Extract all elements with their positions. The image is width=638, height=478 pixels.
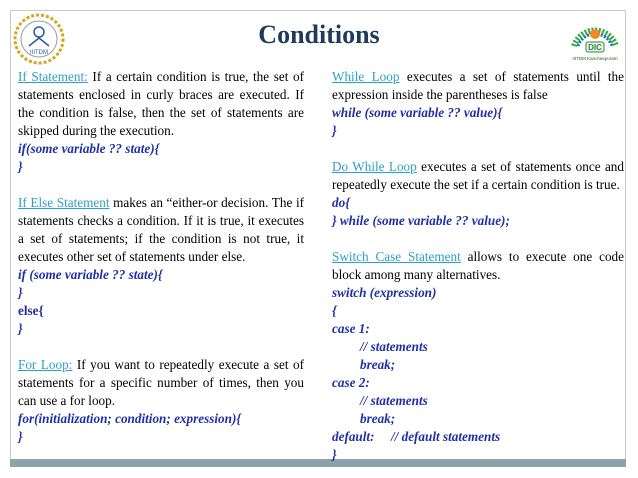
switch-code-line-1: switch (expression): [332, 285, 437, 300]
switch-case-text: allows to execute one code block among many alternatives.: [332, 249, 624, 282]
for-loop-text: If you want to repeatedly execute a set of statements for a specific number of times, then you can use a for loop.: [18, 357, 305, 408]
left-column: [18, 68, 304, 446]
switch-code-line-4: // statements: [360, 339, 428, 354]
switch-code-line-9: default: // default statements: [332, 429, 501, 444]
do-while-paragraph: [332, 158, 624, 194]
switch-code-line-10: }: [332, 447, 337, 462]
right-column: [332, 68, 624, 464]
do-while-code-line-1: do{: [332, 195, 350, 210]
while-loop-paragraph: [332, 68, 624, 104]
while-loop-term: While Loop: [332, 69, 400, 84]
if-code-line-2: }: [18, 159, 23, 174]
if-else-text: makes an “either-or decision. The if statements checks a condition. If it is true, it executes a set of statements; if the condition is not true, it executes other set of statements under else.: [18, 195, 304, 264]
for-code-line-1: for(initialization; condition; expression){: [18, 411, 241, 426]
if-else-code-line-4: }: [18, 321, 23, 336]
switch-case-paragraph: [332, 248, 624, 284]
do-while-term: Do While Loop: [332, 159, 417, 174]
while-loop-text: executes a set of statements until the expression inside the parentheses is false: [332, 69, 625, 102]
logo-right-caption: IIITDM Kancheepuram: [572, 56, 618, 61]
switch-code-line-8: break;: [360, 411, 396, 426]
while-code-line-2: }: [332, 123, 337, 138]
switch-code-line-7: // statements: [360, 393, 428, 408]
if-statement-text: If a certain condition is true, the set of statements enclosed in curly braces are executed. If the condition is false, then the set of statements are skipped during the execution.: [18, 69, 304, 138]
logo-left-text: IIITDM: [30, 50, 48, 56]
while-code-line-1: while (some variable ?? value){: [332, 105, 503, 120]
if-statement-colon: :: [84, 69, 88, 84]
if-else-code-line-1: if (some variable ?? state){: [18, 267, 163, 282]
switch-code-line-2: {: [332, 303, 337, 318]
switch-code-line-6: case 2:: [332, 375, 370, 390]
do-while-text: executes a set of statements once and repeatedly execute the set if a certain condition is true.: [332, 159, 624, 192]
for-loop-term: For Loop: [18, 357, 69, 372]
switch-code-line-5: break;: [360, 357, 396, 372]
if-statement-term: If Statement: [18, 69, 85, 84]
if-statement-paragraph: [18, 68, 304, 140]
switch-case-term: Switch Case Statement: [332, 249, 461, 264]
do-while-code-line-2: } while (some variable ?? value);: [332, 213, 510, 228]
for-code-line-2: }: [18, 429, 23, 444]
if-else-term: If Else Statement: [18, 195, 110, 210]
logo-right-text: DIC: [588, 43, 602, 52]
for-loop-paragraph: [18, 356, 304, 410]
if-else-code-line-2: }: [18, 285, 23, 300]
if-else-paragraph: [18, 194, 304, 266]
for-loop-colon: :: [68, 357, 73, 372]
page-title: Conditions: [258, 20, 380, 49]
if-else-code-line-3: else{: [18, 303, 44, 318]
if-code-line-1: if(some variable ?? state){: [18, 141, 160, 156]
switch-code-line-3: case 1:: [332, 321, 370, 336]
